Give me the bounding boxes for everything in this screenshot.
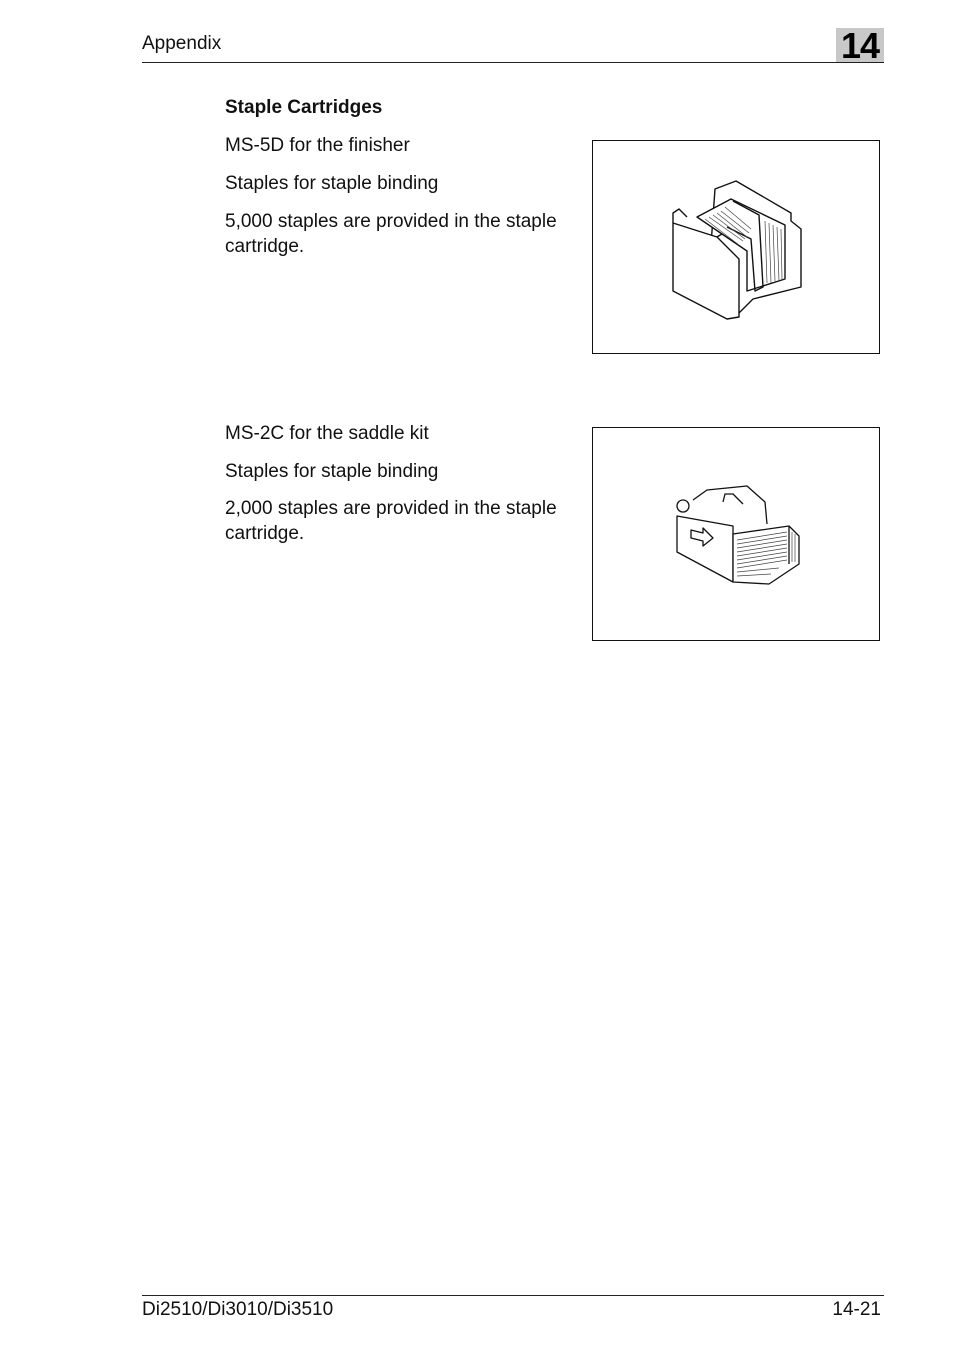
staple-cartridge-ms-5d-illustration — [593, 141, 881, 355]
item-2-model: MS-2C for the saddle kit — [225, 423, 429, 444]
item-2-purpose: Staples for staple binding — [225, 461, 439, 482]
section-heading: Staple Cartridges — [225, 97, 383, 118]
page-number: 14-21 — [832, 1299, 881, 1320]
item-1-model: MS-5D for the finisher — [225, 135, 410, 156]
staple-cartridge-ms-2c-illustration — [593, 428, 881, 642]
staple-cartridge-ms-5d-figure — [592, 140, 880, 354]
item-2-capacity: 2,000 staples are provided in the staple cartridge. — [225, 498, 557, 544]
header-rule — [142, 62, 884, 63]
item-1-capacity: 5,000 staples are provided in the staple cartridge. — [225, 211, 557, 257]
footer-rule — [142, 1295, 884, 1296]
chapter-number-badge: 14 — [836, 28, 884, 62]
staple-cartridge-ms-2c-figure — [592, 427, 880, 641]
running-header: Appendix — [142, 33, 222, 54]
footer-model-names: Di2510/Di3010/Di3510 — [142, 1299, 334, 1320]
item-1-purpose: Staples for staple binding — [225, 173, 439, 194]
